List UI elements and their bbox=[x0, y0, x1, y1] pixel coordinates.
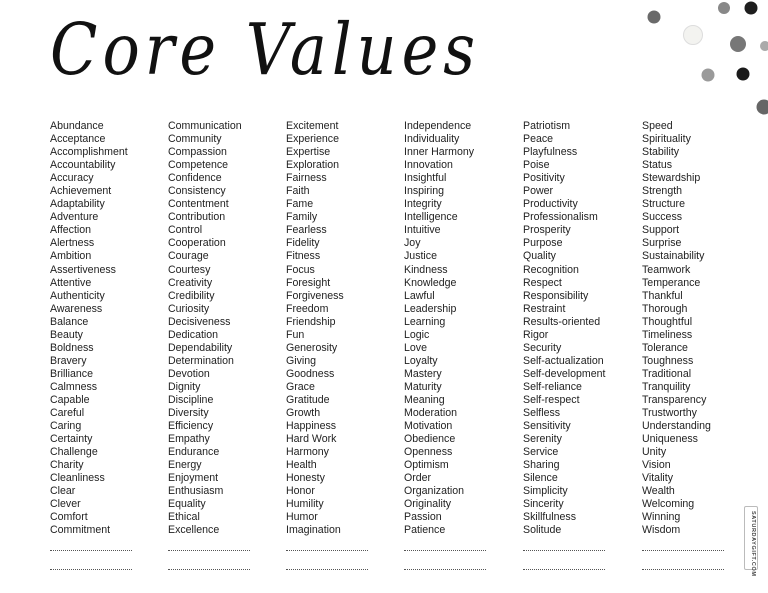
value-word: Patriotism bbox=[523, 120, 571, 132]
values-column bbox=[50, 120, 168, 538]
value-word: Understanding bbox=[642, 420, 711, 433]
value-word: Generosity bbox=[286, 341, 338, 354]
value-word: Serenity bbox=[523, 433, 562, 446]
value-word: Wisdom bbox=[642, 524, 681, 537]
blank-write-in-line[interactable] bbox=[50, 569, 132, 570]
value-word: Cleanliness bbox=[50, 472, 105, 485]
value-word: Skillfulness bbox=[523, 511, 576, 524]
value-word: Thoughtful bbox=[642, 315, 693, 328]
value-word: Accomplishment bbox=[50, 146, 128, 159]
value-word: Transparency bbox=[642, 393, 707, 406]
value-word: Attentive bbox=[50, 276, 92, 289]
value-word: Leadership bbox=[404, 302, 457, 315]
value-word: Stewardship bbox=[642, 172, 701, 185]
value-word: Welcoming bbox=[642, 498, 695, 511]
value-word: Decisiveness bbox=[168, 315, 231, 328]
value-word: Unity bbox=[642, 446, 667, 459]
value-word: Experience bbox=[286, 133, 339, 146]
value-word: Enthusiasm bbox=[168, 485, 224, 498]
value-word: Gratitude bbox=[286, 393, 330, 406]
value-word: Toughness bbox=[642, 354, 694, 367]
value-word: Sincerity bbox=[523, 498, 564, 511]
value-word: Excitement bbox=[286, 120, 339, 132]
value-word: Self-development bbox=[523, 367, 606, 380]
value-word: Credibility bbox=[168, 289, 215, 302]
value-word: Humor bbox=[286, 511, 318, 524]
value-word: Grace bbox=[286, 380, 315, 393]
value-word: Solitude bbox=[523, 524, 562, 537]
value-word: Quality bbox=[523, 250, 556, 263]
value-word: Status bbox=[642, 159, 673, 172]
value-word: Discipline bbox=[168, 393, 214, 406]
value-word: Adaptability bbox=[50, 198, 105, 211]
value-word: Efficiency bbox=[168, 420, 214, 433]
value-word: Courtesy bbox=[168, 263, 211, 276]
value-word: Happiness bbox=[286, 420, 337, 433]
value-word: Honor bbox=[286, 485, 315, 498]
value-word: Energy bbox=[168, 459, 202, 472]
brand-watermark bbox=[744, 506, 758, 577]
value-word: Self-actualization bbox=[523, 354, 604, 367]
value-word: Strength bbox=[642, 185, 683, 198]
blank-write-in-line[interactable] bbox=[168, 550, 250, 551]
value-word: Innovation bbox=[404, 159, 453, 172]
value-word: Productivity bbox=[523, 198, 578, 211]
value-word: Giving bbox=[286, 354, 317, 367]
value-word: Obedience bbox=[404, 433, 456, 446]
value-word: Inspiring bbox=[404, 185, 445, 198]
value-word: Capable bbox=[50, 393, 90, 406]
value-word: Joy bbox=[404, 237, 421, 250]
value-word: Dependability bbox=[168, 341, 233, 354]
value-word: Affection bbox=[50, 224, 92, 237]
value-word: Devotion bbox=[168, 367, 210, 380]
value-word: Creativity bbox=[168, 276, 213, 289]
value-word: Beauty bbox=[50, 328, 83, 341]
value-word: Integrity bbox=[404, 198, 442, 211]
value-word: Organization bbox=[404, 485, 465, 498]
value-word: Playfulness bbox=[523, 146, 578, 159]
value-word: Assertiveness bbox=[50, 263, 116, 276]
value-word: Excellence bbox=[168, 524, 220, 537]
value-word: Clear bbox=[50, 485, 76, 498]
value-word: Success bbox=[642, 211, 683, 224]
value-word: Fun bbox=[286, 328, 305, 341]
value-word: Ethical bbox=[168, 511, 200, 524]
value-word: Learning bbox=[404, 315, 446, 328]
value-word: Service bbox=[523, 446, 559, 459]
value-word: Boldness bbox=[50, 341, 94, 354]
value-word: Harmony bbox=[286, 446, 329, 459]
value-word: Stability bbox=[642, 146, 680, 159]
value-word: Enjoyment bbox=[168, 472, 219, 485]
value-word: Competence bbox=[168, 159, 229, 172]
value-word: Empathy bbox=[168, 433, 210, 446]
value-word: Commitment bbox=[50, 524, 111, 537]
value-word: Winning bbox=[642, 511, 681, 524]
value-word: Intuitive bbox=[404, 224, 441, 237]
value-word: Alertness bbox=[50, 237, 95, 250]
values-column bbox=[404, 120, 522, 538]
value-word: Dignity bbox=[168, 380, 201, 393]
value-word: Restraint bbox=[523, 302, 566, 315]
value-word: Foresight bbox=[286, 276, 331, 289]
value-word: Contribution bbox=[168, 211, 226, 224]
value-word: Vision bbox=[642, 459, 671, 472]
value-word: Order bbox=[404, 472, 432, 485]
values-column bbox=[642, 120, 760, 538]
value-word: Accuracy bbox=[50, 172, 94, 185]
value-word: Compassion bbox=[168, 146, 227, 159]
value-word: Thorough bbox=[642, 302, 688, 315]
value-word: Tranquility bbox=[642, 380, 691, 393]
value-word: Comfort bbox=[50, 511, 88, 524]
value-word: Fame bbox=[286, 198, 314, 211]
value-word: Security bbox=[523, 341, 562, 354]
blank-write-in-line[interactable] bbox=[168, 569, 250, 570]
value-word: Kindness bbox=[404, 263, 448, 276]
value-word: Self-reliance bbox=[523, 380, 582, 393]
value-word: Focus bbox=[286, 263, 315, 276]
blank-write-in-line[interactable] bbox=[50, 550, 132, 551]
value-word: Independence bbox=[404, 120, 472, 132]
value-word: Curiosity bbox=[168, 302, 210, 315]
value-word: Cooperation bbox=[168, 237, 226, 250]
value-word: Surprise bbox=[642, 237, 682, 250]
value-word: Accountability bbox=[50, 159, 116, 172]
value-word: Imagination bbox=[286, 524, 341, 537]
value-word: Vitality bbox=[642, 472, 674, 485]
value-word: Fitness bbox=[286, 250, 321, 263]
brand-label: SATURDAYGIFT.COM bbox=[750, 511, 756, 577]
value-word: Bravery bbox=[50, 354, 87, 367]
value-word: Maturity bbox=[404, 380, 442, 393]
value-word: Inner Harmony bbox=[404, 146, 475, 159]
value-word: Clever bbox=[50, 498, 81, 511]
value-word: Friendship bbox=[286, 315, 336, 328]
value-word: Patience bbox=[404, 524, 446, 537]
value-word: Growth bbox=[286, 407, 321, 420]
value-word: Intelligence bbox=[404, 211, 458, 224]
value-word: Poise bbox=[523, 159, 550, 172]
value-word: Caring bbox=[50, 420, 82, 433]
value-word: Dedication bbox=[168, 328, 219, 341]
value-word: Forgiveness bbox=[286, 289, 344, 302]
value-word: Motivation bbox=[404, 420, 453, 433]
value-word: Spirituality bbox=[642, 133, 691, 146]
value-word: Goodness bbox=[286, 367, 335, 380]
value-word: Logic bbox=[404, 328, 430, 341]
value-word: Positivity bbox=[523, 172, 565, 185]
value-word: Sustainability bbox=[642, 250, 705, 263]
value-word: Speed bbox=[642, 120, 673, 132]
value-word: Courage bbox=[168, 250, 209, 263]
value-word: Freedom bbox=[286, 302, 329, 315]
value-word: Tolerance bbox=[642, 341, 688, 354]
value-word: Calmness bbox=[50, 380, 98, 393]
value-word: Wealth bbox=[642, 485, 675, 498]
decorative-dots bbox=[638, 0, 768, 120]
blank-write-in-line[interactable] bbox=[404, 550, 486, 551]
value-word: Control bbox=[168, 224, 203, 237]
value-word: Diversity bbox=[168, 407, 209, 420]
value-word: Brilliance bbox=[50, 367, 93, 380]
value-word: Passion bbox=[404, 511, 442, 524]
value-word: Sensitivity bbox=[523, 420, 571, 433]
value-word: Awareness bbox=[50, 302, 103, 315]
value-word: Ambition bbox=[50, 250, 92, 263]
value-word: Humility bbox=[286, 498, 324, 511]
value-word: Teamwork bbox=[642, 263, 691, 276]
value-word: Determination bbox=[168, 354, 234, 367]
value-word: Mastery bbox=[404, 367, 442, 380]
value-word: Results-oriented bbox=[523, 315, 601, 328]
values-column bbox=[168, 120, 286, 538]
blank-write-in-line[interactable] bbox=[642, 569, 724, 570]
value-word: Hard Work bbox=[286, 433, 337, 446]
value-word: Insightful bbox=[404, 172, 447, 185]
value-word: Professionalism bbox=[523, 211, 598, 224]
value-word: Authenticity bbox=[50, 289, 105, 302]
value-word: Charity bbox=[50, 459, 84, 472]
value-word: Structure bbox=[642, 198, 685, 211]
value-word: Health bbox=[286, 459, 317, 472]
value-word: Honesty bbox=[286, 472, 325, 485]
value-word: Communication bbox=[168, 120, 242, 132]
values-column bbox=[523, 120, 641, 538]
value-word: Endurance bbox=[168, 446, 220, 459]
value-word: Faith bbox=[286, 185, 310, 198]
blank-write-in-line[interactable] bbox=[286, 550, 368, 551]
value-word: Silence bbox=[523, 472, 558, 485]
page-title: Core Values bbox=[50, 7, 481, 92]
value-word: Self-respect bbox=[523, 393, 580, 406]
value-word: Consistency bbox=[168, 185, 226, 198]
value-word: Knowledge bbox=[404, 276, 457, 289]
value-word: Careful bbox=[50, 407, 85, 420]
blank-write-in-line[interactable] bbox=[523, 569, 605, 570]
value-word: Peace bbox=[523, 133, 554, 146]
value-word: Lawful bbox=[404, 289, 435, 302]
value-word: Thankful bbox=[642, 289, 683, 302]
value-word: Traditional bbox=[642, 367, 692, 380]
value-word: Power bbox=[523, 185, 554, 198]
value-word: Contentment bbox=[168, 198, 229, 211]
value-word: Purpose bbox=[523, 237, 563, 250]
value-word: Timeliness bbox=[642, 328, 693, 341]
value-word: Simplicity bbox=[523, 485, 568, 498]
value-word: Rigor bbox=[523, 328, 549, 341]
value-word: Individuality bbox=[404, 133, 460, 146]
value-word: Sharing bbox=[523, 459, 560, 472]
value-word: Family bbox=[286, 211, 318, 224]
value-word: Fairness bbox=[286, 172, 327, 185]
blank-write-in-line[interactable] bbox=[523, 550, 605, 551]
value-word: Respect bbox=[523, 276, 562, 289]
value-word: Adventure bbox=[50, 211, 99, 224]
value-word: Abundance bbox=[50, 120, 104, 132]
value-word: Recognition bbox=[523, 263, 579, 276]
value-word: Uniqueness bbox=[642, 433, 698, 446]
blank-write-in-line[interactable] bbox=[642, 550, 724, 551]
value-word: Moderation bbox=[404, 407, 457, 420]
value-word: Support bbox=[642, 224, 680, 237]
value-word: Love bbox=[404, 341, 427, 354]
value-word: Equality bbox=[168, 498, 206, 511]
value-word: Exploration bbox=[286, 159, 339, 172]
value-word: Community bbox=[168, 133, 222, 146]
value-word: Selfless bbox=[523, 407, 561, 420]
value-word: Certainty bbox=[50, 433, 93, 446]
value-word: Balance bbox=[50, 315, 89, 328]
value-word: Meaning bbox=[404, 393, 445, 406]
value-word: Openness bbox=[404, 446, 453, 459]
value-word: Prosperity bbox=[523, 224, 571, 237]
value-word: Fearless bbox=[286, 224, 327, 237]
values-grid bbox=[50, 120, 730, 560]
blank-write-in-line[interactable] bbox=[404, 569, 486, 570]
value-word: Loyalty bbox=[404, 354, 438, 367]
value-word: Expertise bbox=[286, 146, 331, 159]
value-word: Originality bbox=[404, 498, 452, 511]
value-word: Fidelity bbox=[286, 237, 320, 250]
value-word: Trustworthy bbox=[642, 407, 697, 420]
values-column bbox=[286, 120, 404, 538]
blank-write-in-line[interactable] bbox=[286, 569, 368, 570]
value-word: Challenge bbox=[50, 446, 98, 459]
value-word: Achievement bbox=[50, 185, 112, 198]
value-word: Justice bbox=[404, 250, 437, 263]
value-word: Confidence bbox=[168, 172, 222, 185]
value-word: Responsibility bbox=[523, 289, 589, 302]
value-word: Temperance bbox=[642, 276, 701, 289]
value-word: Optimism bbox=[404, 459, 449, 472]
value-word: Acceptance bbox=[50, 133, 106, 146]
